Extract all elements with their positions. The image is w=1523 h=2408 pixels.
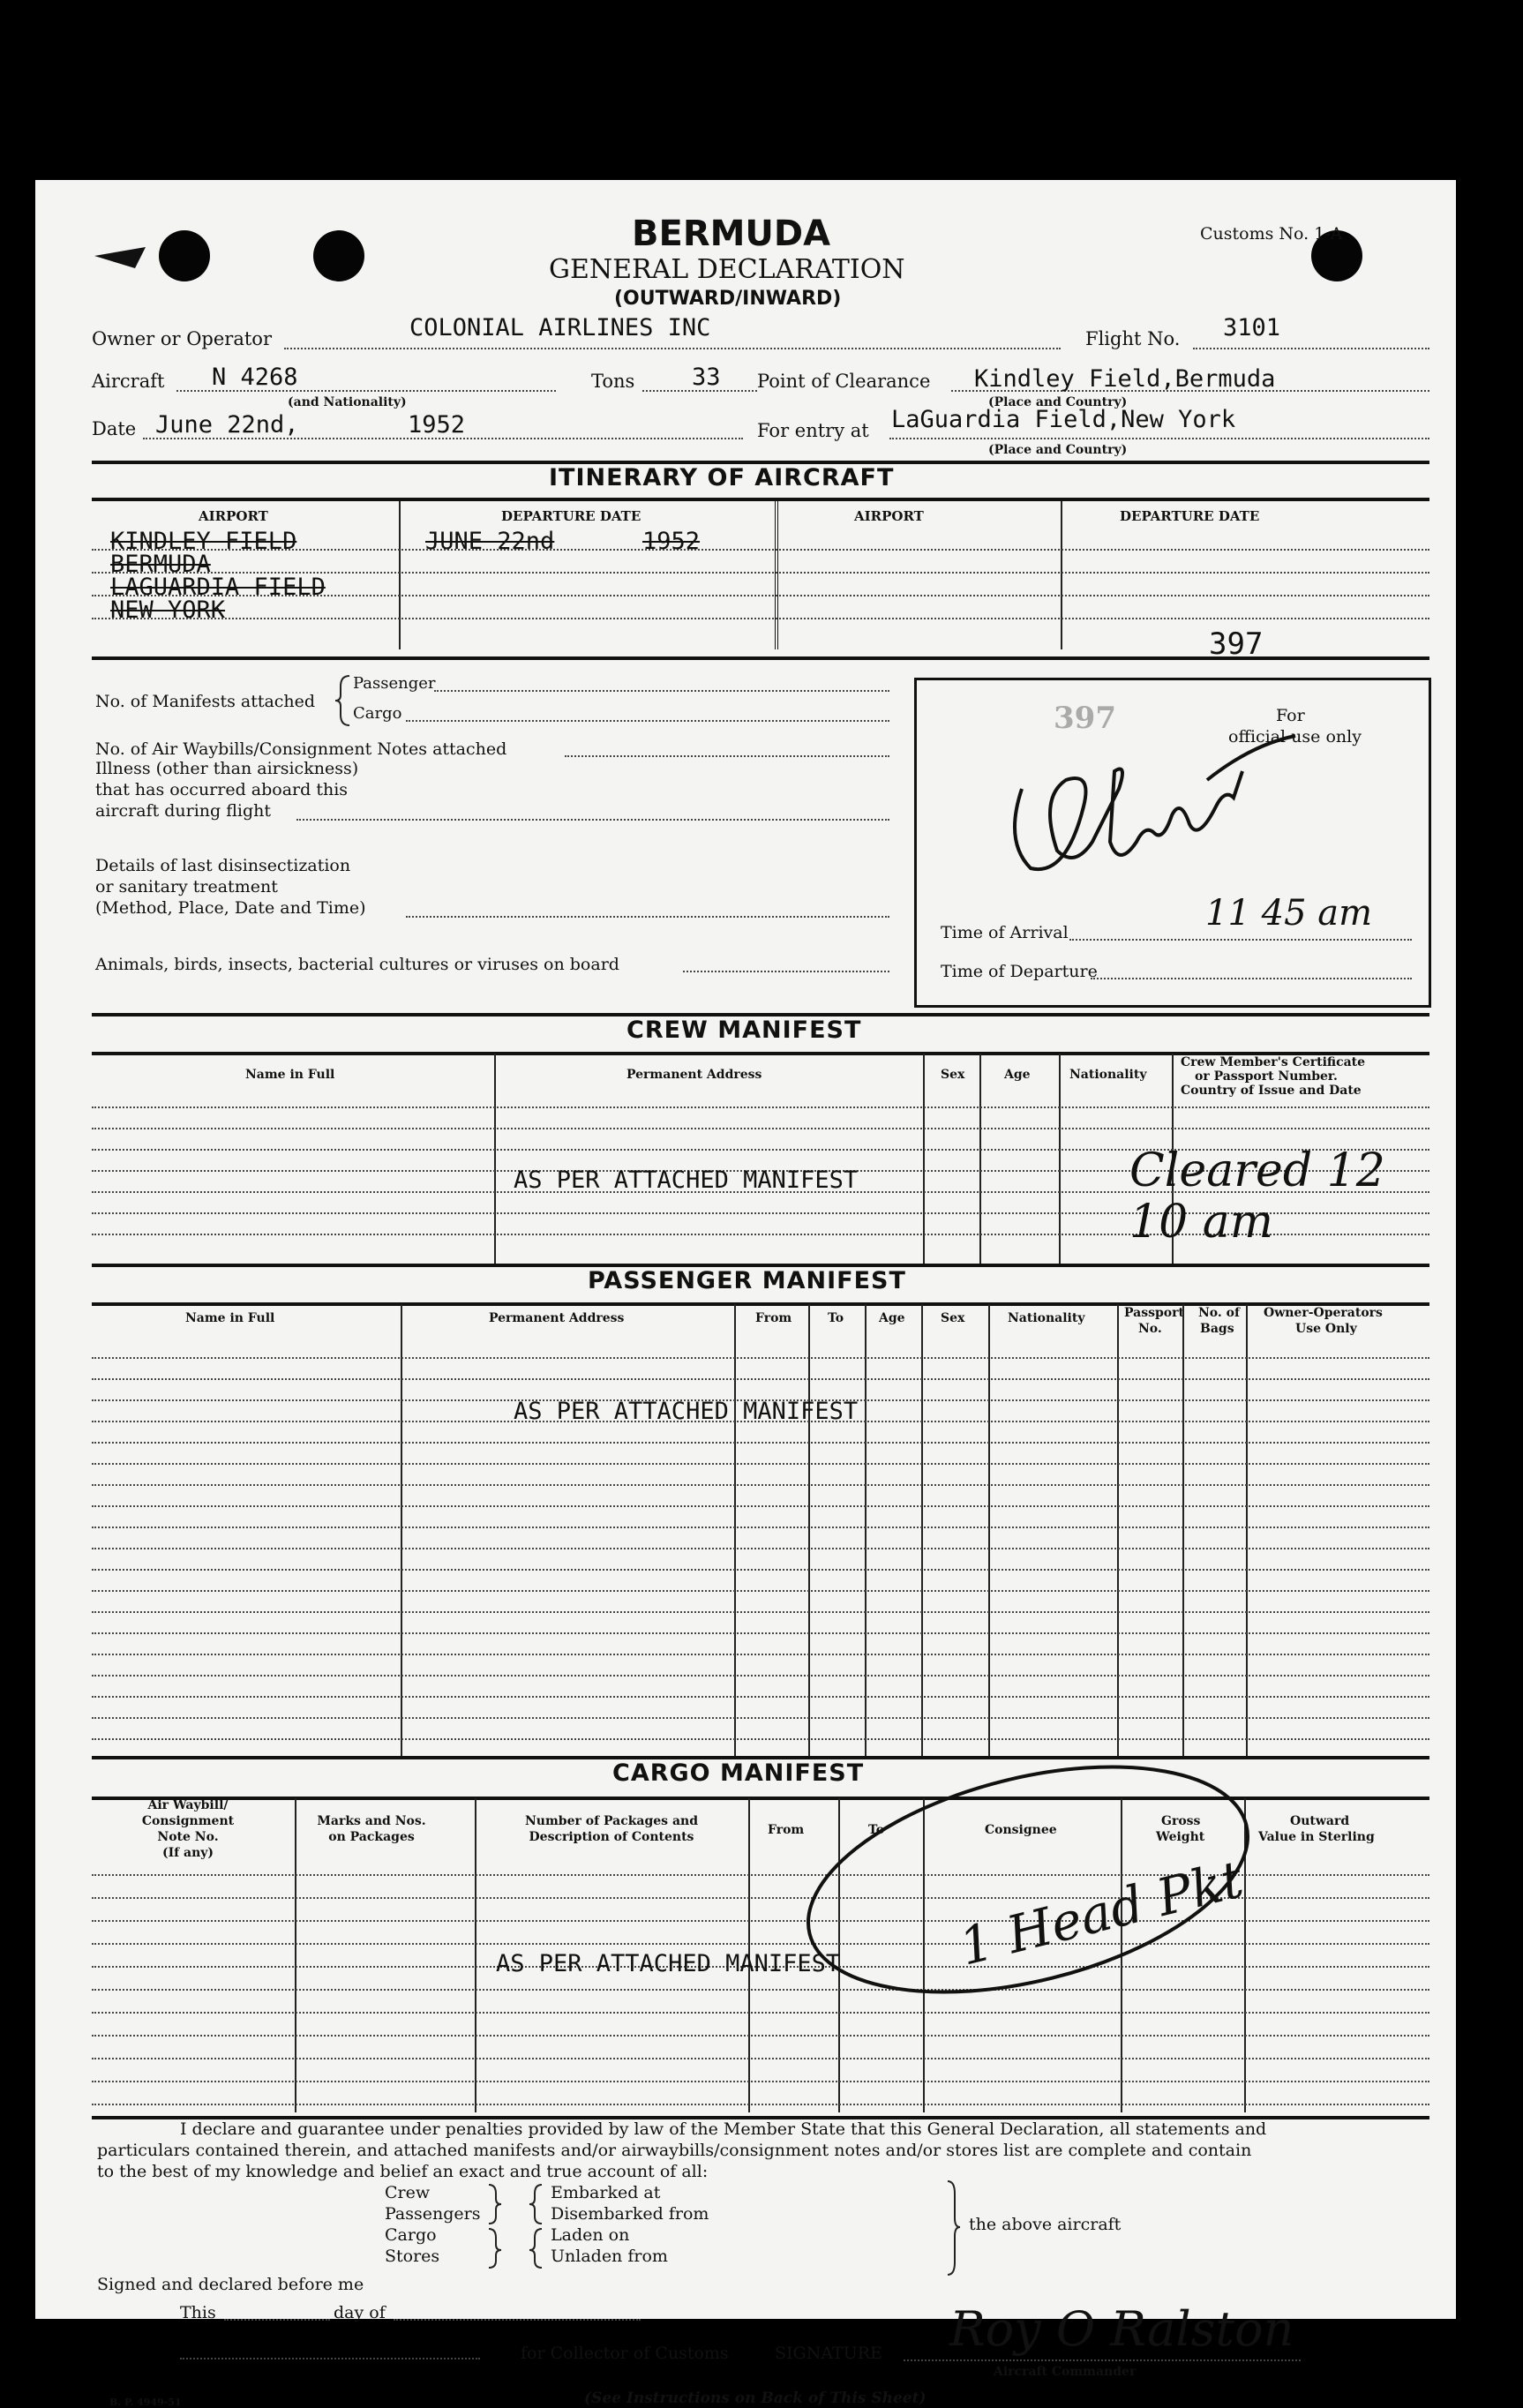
decl-brace-left-icon — [487, 2181, 501, 2269]
declaration-line-1: I declare and guarantee under penalties provided by law of the Member State that this General Declaration, all statements and — [180, 2119, 1267, 2139]
pax-col-bags-1: No. of — [1198, 1306, 1240, 1320]
brace-icon — [335, 674, 353, 727]
cargo-col-gross-1: Gross — [1161, 1814, 1201, 1828]
pax-col-owner-2: Use Only — [1295, 1322, 1357, 1336]
crew-col-cert-1: Crew Member's Certificate — [1181, 1055, 1366, 1069]
decl-day-line — [394, 2319, 641, 2321]
ruled-row-line — [92, 2081, 1429, 2082]
illness-line — [296, 819, 889, 821]
pax-col-owner-1: Owner-Operators — [1264, 1306, 1383, 1320]
cargo-title: CARGO MANIFEST — [612, 1759, 865, 1787]
itin-col-airport2: AIRPORT — [854, 508, 924, 524]
arrival-label: Time of Arrival — [941, 923, 1069, 942]
itin-col-airport: AIRPORT — [199, 508, 268, 524]
decl-brace-mid-icon — [529, 2181, 544, 2269]
pax-col-from: From — [755, 1311, 792, 1325]
disinsect-line-3: (Method, Place, Date and Time) — [95, 898, 366, 918]
pax-col-bags-2: Bags — [1200, 1322, 1234, 1336]
crew-col-address: Permanent Address — [626, 1068, 762, 1082]
form-title: BERMUDA — [632, 214, 831, 254]
punch-hole-center-icon — [313, 230, 364, 281]
decl-stores: Stores — [385, 2247, 440, 2266]
decl-day-of: day of — [334, 2303, 386, 2322]
pax-div-8 — [1182, 1304, 1184, 1756]
flight-line — [1193, 348, 1429, 349]
clearance-sublabel: (Place and Country) — [988, 395, 1128, 409]
pax-div-3 — [808, 1304, 810, 1756]
clearance-value: Kindley Field,Bermuda — [974, 365, 1276, 393]
flight-value: 3101 — [1223, 314, 1281, 341]
cargo-col-gross-2: Weight — [1156, 1830, 1205, 1844]
decl-embarked: Embarked at — [551, 2183, 661, 2202]
decl-brace-right-icon — [946, 2179, 960, 2277]
illness-line-1: Illness (other than airsickness) — [95, 759, 359, 778]
entry-line — [889, 438, 1429, 439]
crew-div-1 — [494, 1054, 496, 1264]
decl-signed: Signed and declared before me — [97, 2275, 364, 2294]
inspector-signature-icon — [987, 709, 1322, 886]
itin-divider-2 — [775, 501, 778, 649]
crew-col-cert-3: Country of Issue and Date — [1181, 1084, 1362, 1098]
itin-airport-3: LAGUARDIA FIELD — [110, 574, 326, 601]
date-value: June 22nd, — [155, 411, 299, 439]
illness-line-2: that has occurred aboard this — [95, 780, 349, 799]
stamp-number: 397 — [1054, 701, 1116, 736]
cargo-col-to: To — [868, 1823, 885, 1837]
disinsect-line-1: Details of last disinsectization — [95, 856, 351, 875]
waybills-label: No. of Air Waybills/Consignment Notes attached — [95, 739, 507, 759]
decl-crew: Crew — [385, 2183, 431, 2202]
passenger-title: PASSENGER MANIFEST — [588, 1267, 906, 1294]
decl-laden: Laden on — [551, 2225, 630, 2245]
pax-div-9 — [1246, 1304, 1248, 1756]
disinsect-line-2: or sanitary treatment — [95, 877, 278, 896]
owner-value: COLONIAL AIRLINES INC — [409, 314, 711, 341]
ruled-row-line — [92, 1611, 1429, 1613]
ruled-row-line — [92, 1675, 1429, 1677]
entry-value: LaGuardia Field,New York — [891, 406, 1236, 433]
itinerary-header-rule — [92, 498, 1429, 501]
official-use-for: For — [1276, 706, 1305, 725]
pax-div-7 — [1117, 1304, 1119, 1756]
crew-div-3 — [979, 1054, 981, 1264]
manifests-label: No. of Manifests attached — [95, 692, 316, 711]
pax-col-nationality: Nationality — [1008, 1311, 1085, 1325]
punch-hole-left-icon — [159, 230, 210, 281]
cargo-handwritten: 1 Head Pkt — [953, 1849, 1249, 1977]
decl-this-line — [224, 2319, 330, 2321]
manifest-passenger-line — [434, 690, 889, 692]
decl-signature-line — [904, 2359, 1301, 2361]
pax-col-passport-2: No. — [1138, 1322, 1162, 1336]
crew-row-2 — [92, 1128, 1429, 1129]
animals-label: Animals, birds, insects, bacterial cultures or viruses on board — [95, 955, 619, 974]
crew-title: CREW MANIFEST — [626, 1016, 862, 1044]
pax-col-passport-1: Passport — [1124, 1306, 1184, 1320]
entry-sublabel: (Place and Country) — [988, 443, 1128, 457]
ruled-row-line — [92, 1590, 1429, 1592]
itinerary-bottom-rule — [92, 656, 1429, 660]
crew-col-sex: Sex — [941, 1068, 965, 1082]
decl-unladen: Unladen from — [551, 2247, 668, 2266]
crew-cleared-hand: Cleared 12 10 am — [1129, 1144, 1385, 1249]
pax-col-age: Age — [879, 1311, 905, 1325]
decl-above-aircraft: the above aircraft — [969, 2215, 1122, 2234]
manifest-cargo-label: Cargo — [353, 704, 402, 723]
ruled-row-line — [92, 1717, 1429, 1719]
ruled-row-line — [92, 2104, 1429, 2105]
date-year: 1952 — [408, 411, 466, 439]
ruled-row-line — [92, 1505, 1429, 1507]
ruled-row-line — [92, 2058, 1429, 2059]
cargo-col-marks-1: Marks and Nos. — [317, 1814, 426, 1828]
owner-line — [284, 348, 1061, 349]
cargo-div-2 — [475, 1798, 476, 2112]
tons-value: 33 — [692, 364, 721, 391]
cargo-div-1 — [295, 1798, 296, 2112]
ruled-row-line — [92, 1442, 1429, 1444]
pax-col-name: Name in Full — [185, 1311, 275, 1325]
itin-airport-1: KINDLEY FIELD — [110, 528, 297, 555]
ruled-row-line — [92, 2035, 1429, 2037]
ruled-row-line — [92, 1527, 1429, 1528]
document-page — [35, 180, 1456, 2408]
crew-col-cert-2: or Passport Number. — [1195, 1069, 1338, 1084]
aircraft-value: N 4268 — [212, 364, 298, 391]
passenger-note: AS PER ATTACHED MANIFEST — [514, 1398, 859, 1425]
cargo-col-packages-1: Number of Packages and — [525, 1814, 698, 1828]
tons-label: Tons — [591, 371, 635, 392]
form-subtitle: GENERAL DECLARATION — [549, 254, 905, 285]
decl-cargo: Cargo — [385, 2225, 437, 2245]
disinsect-line — [406, 916, 889, 918]
decl-this: This — [180, 2303, 216, 2322]
declaration-line-3: to the best of my knowledge and belief an exact and true account of all: — [97, 2162, 709, 2181]
manifest-cargo-line — [406, 720, 889, 722]
cargo-col-consignee: Consignee — [985, 1823, 1057, 1837]
pax-col-address: Permanent Address — [489, 1311, 625, 1325]
ruled-row-line — [92, 2012, 1429, 2014]
entry-label: For entry at — [757, 420, 869, 441]
declaration-line-2: particulars contained therein, and attached manifests and/or airwaybills/consignment notes and/or stores list are complete and contain — [97, 2141, 1252, 2160]
ruled-row-line — [92, 1463, 1429, 1465]
illness-line-3: aircraft during flight — [95, 801, 272, 821]
cargo-note: AS PER ATTACHED MANIFEST — [496, 1950, 841, 1977]
crew-col-nationality: Nationality — [1069, 1068, 1147, 1082]
pax-div-5 — [921, 1304, 923, 1756]
cargo-col-waybill-1: Air Waybill/ — [147, 1798, 229, 1812]
ruled-row-line — [92, 1569, 1429, 1571]
crew-row-1 — [92, 1106, 1429, 1108]
cargo-col-waybill-2: Consignment — [141, 1814, 235, 1828]
crew-div-4 — [1059, 1054, 1061, 1264]
itin-number: 397 — [1209, 626, 1264, 662]
pax-col-to: To — [828, 1311, 844, 1325]
waybills-line — [565, 755, 889, 757]
itin-departure-date: JUNE 22nd — [425, 528, 555, 555]
itin-departure-year: 1952 — [642, 528, 701, 555]
date-label: Date — [92, 418, 137, 439]
flight-label: Flight No. — [1085, 328, 1181, 349]
pax-div-6 — [988, 1304, 990, 1756]
cargo-col-waybill-4: (If any) — [161, 1846, 214, 1860]
form-direction: (OUTWARD/INWARD) — [614, 288, 842, 310]
ruled-row-line — [92, 1632, 1429, 1634]
owner-label: Owner or Operator — [92, 328, 272, 349]
ruled-row-line — [92, 1357, 1429, 1359]
itin-divider-3 — [1061, 501, 1062, 649]
decl-passengers: Passengers — [385, 2204, 481, 2224]
itin-col-departure: DEPARTURE DATE — [501, 508, 641, 524]
decl-collector-line — [180, 2358, 480, 2359]
cargo-col-from: From — [768, 1823, 805, 1837]
arrival-value: 11 45 am — [1205, 893, 1373, 934]
crew-div-2 — [923, 1054, 925, 1264]
customs-number: Customs No. 1-A — [1200, 224, 1343, 244]
cargo-col-value-1: Outward — [1290, 1814, 1350, 1828]
animals-line — [683, 971, 889, 972]
cargo-col-waybill-3: Note No. — [157, 1830, 219, 1844]
instructions-note: (See Instructions on Back of This Sheet) — [584, 2389, 927, 2407]
decl-commander: Aircraft Commander — [994, 2365, 1137, 2379]
aircraft-sublabel: (and Nationality) — [288, 395, 407, 409]
form-number: B. P. 4949-51 — [109, 2397, 182, 2408]
crew-col-age: Age — [1004, 1068, 1031, 1082]
decl-signature-label: SIGNATURE — [775, 2344, 882, 2363]
pax-div-1 — [401, 1304, 402, 1756]
decl-disembarked: Disembarked from — [551, 2204, 709, 2224]
itin-col-departure2: DEPARTURE DATE — [1120, 508, 1260, 524]
itinerary-title: ITINERARY OF AIRCRAFT — [549, 464, 895, 491]
crew-col-name: Name in Full — [245, 1068, 335, 1082]
ruled-row-line — [92, 1738, 1429, 1740]
pax-div-2 — [734, 1304, 736, 1756]
decl-collector: for Collector of Customs — [521, 2344, 729, 2363]
itin-airport-4: NEW YORK — [110, 596, 226, 624]
aircraft-label: Aircraft — [92, 371, 165, 392]
pax-div-4 — [865, 1304, 867, 1756]
manifest-passenger-label: Passenger — [353, 674, 436, 693]
arrow-mark-icon — [93, 240, 154, 275]
pax-col-sex: Sex — [941, 1311, 965, 1325]
crew-note: AS PER ATTACHED MANIFEST — [514, 1166, 859, 1194]
cargo-col-marks-2: on Packages — [328, 1830, 415, 1844]
itin-airport-2: BERMUDA — [110, 551, 211, 578]
official-use-label: official use only — [1228, 727, 1362, 746]
ruled-row-line — [92, 1484, 1429, 1486]
ruled-row-line — [92, 1548, 1429, 1549]
ruled-row-line — [92, 1378, 1429, 1380]
ruled-row-line — [92, 1654, 1429, 1655]
departure-time-line — [1091, 978, 1412, 979]
itin-divider-1 — [399, 501, 401, 649]
arrival-line — [1069, 939, 1412, 941]
cargo-col-packages-2: Description of Contents — [529, 1830, 694, 1844]
itin-row-line-4 — [92, 618, 1429, 619]
ruled-row-line — [92, 1696, 1429, 1698]
departure-time-label: Time of Departure — [941, 962, 1098, 981]
commander-signature: Roy O Ralston — [949, 2301, 1294, 2357]
cargo-col-value-2: Value in Sterling — [1258, 1830, 1375, 1844]
clearance-label: Point of Clearance — [757, 371, 931, 392]
